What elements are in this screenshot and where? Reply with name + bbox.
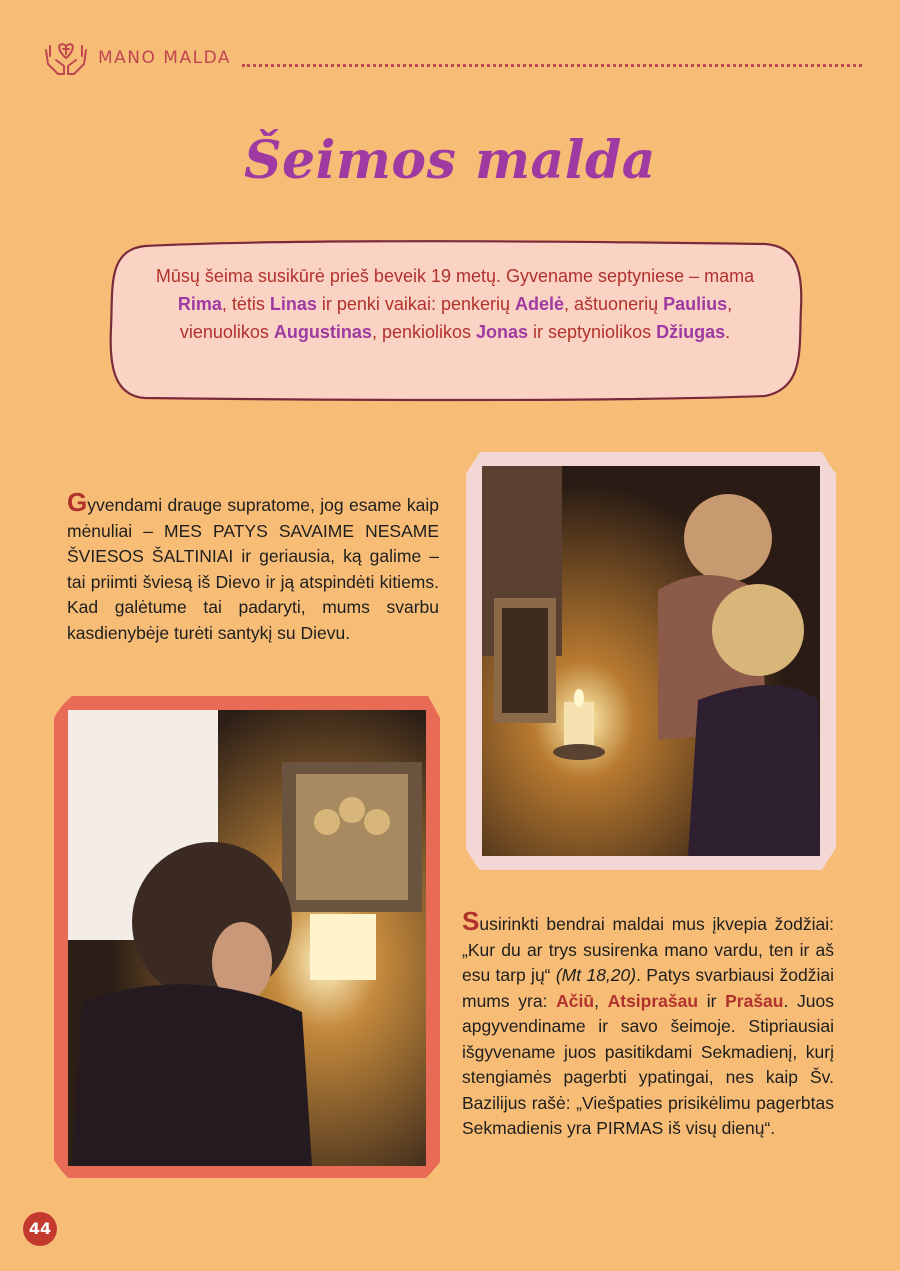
name-dziugas: Džiugas <box>656 322 726 342</box>
drop-cap: S <box>462 906 480 936</box>
paragraph-2: Susirinkti bendrai maldai mus įkvepia žodžiai: „Kur du ar trys susirenka mano vardu, ten ir aš esu tarp jų“ (Mt 18,20). Patys svarbiausi žodžiai mums yra: Ačiū, Atsiprašau ir Prašau. Juos apgyvendiname ir savo šeimoje. Stipriausiai išgyvename juos pasitikdami Sekmadienį, kurį stengiamės pagerbti ypatingai, nes kaip Šv. Bazilijus rašė: „Viešpaties prisikėlimu pagerbtas Sekmadienis yra PIRMAS iš visų dienų“. <box>462 906 835 1138</box>
intro-text: Mūsų šeima susikūrė prieš beveik 19 metų. Gyvename septyniese – mama Rima, tėtis Linas ir penki vaikai: penkerių Adelė, aštuonerių Paulius, vienuolikos Augustinas, penkiolikos Jonas ir septyniolikos Džiugas. <box>155 266 755 342</box>
name-rima: Rima <box>177 294 222 314</box>
page-header <box>42 36 872 80</box>
bible-citation: (Mt 18,20) <box>555 965 637 985</box>
name-augustinas: Augustinas <box>273 322 372 342</box>
dotted-divider <box>242 64 862 67</box>
name-adele: Adelė <box>515 294 565 314</box>
photo-girl-with-candle-icon <box>52 692 442 1180</box>
word-aciu: Ačiū <box>556 990 595 1011</box>
word-atsiprasau: Atsiprašau <box>607 990 699 1011</box>
paragraph-1: Gyvendami drauge supratome, jog esame kaip mėnuliai – MES PATYS SAVAIME NESAME ŠVIESOS ŠALTINIAI ir geriausia, ką galime – tai priimti šviesą iš Dievo ir ją atspindėti kitiems. Kad galėtume tai padaryti, mums svarbu kasdienybėje turėti santykį su Dievu. <box>67 487 439 643</box>
page-title: Šeimos malda <box>244 130 656 191</box>
drop-cap: G <box>67 487 88 517</box>
section-label: MANO MALDA <box>98 48 231 68</box>
name-paulius: Paulius <box>663 294 728 314</box>
word-prasau: Prašau <box>725 990 784 1011</box>
name-linas: Linas <box>269 294 317 314</box>
photo-children-lighting-candle <box>458 440 844 880</box>
intro-box <box>105 238 805 403</box>
name-jonas: Jonas <box>476 322 529 342</box>
page-number: 44 <box>23 1212 57 1246</box>
praying-hands-heart-icon <box>42 36 90 80</box>
